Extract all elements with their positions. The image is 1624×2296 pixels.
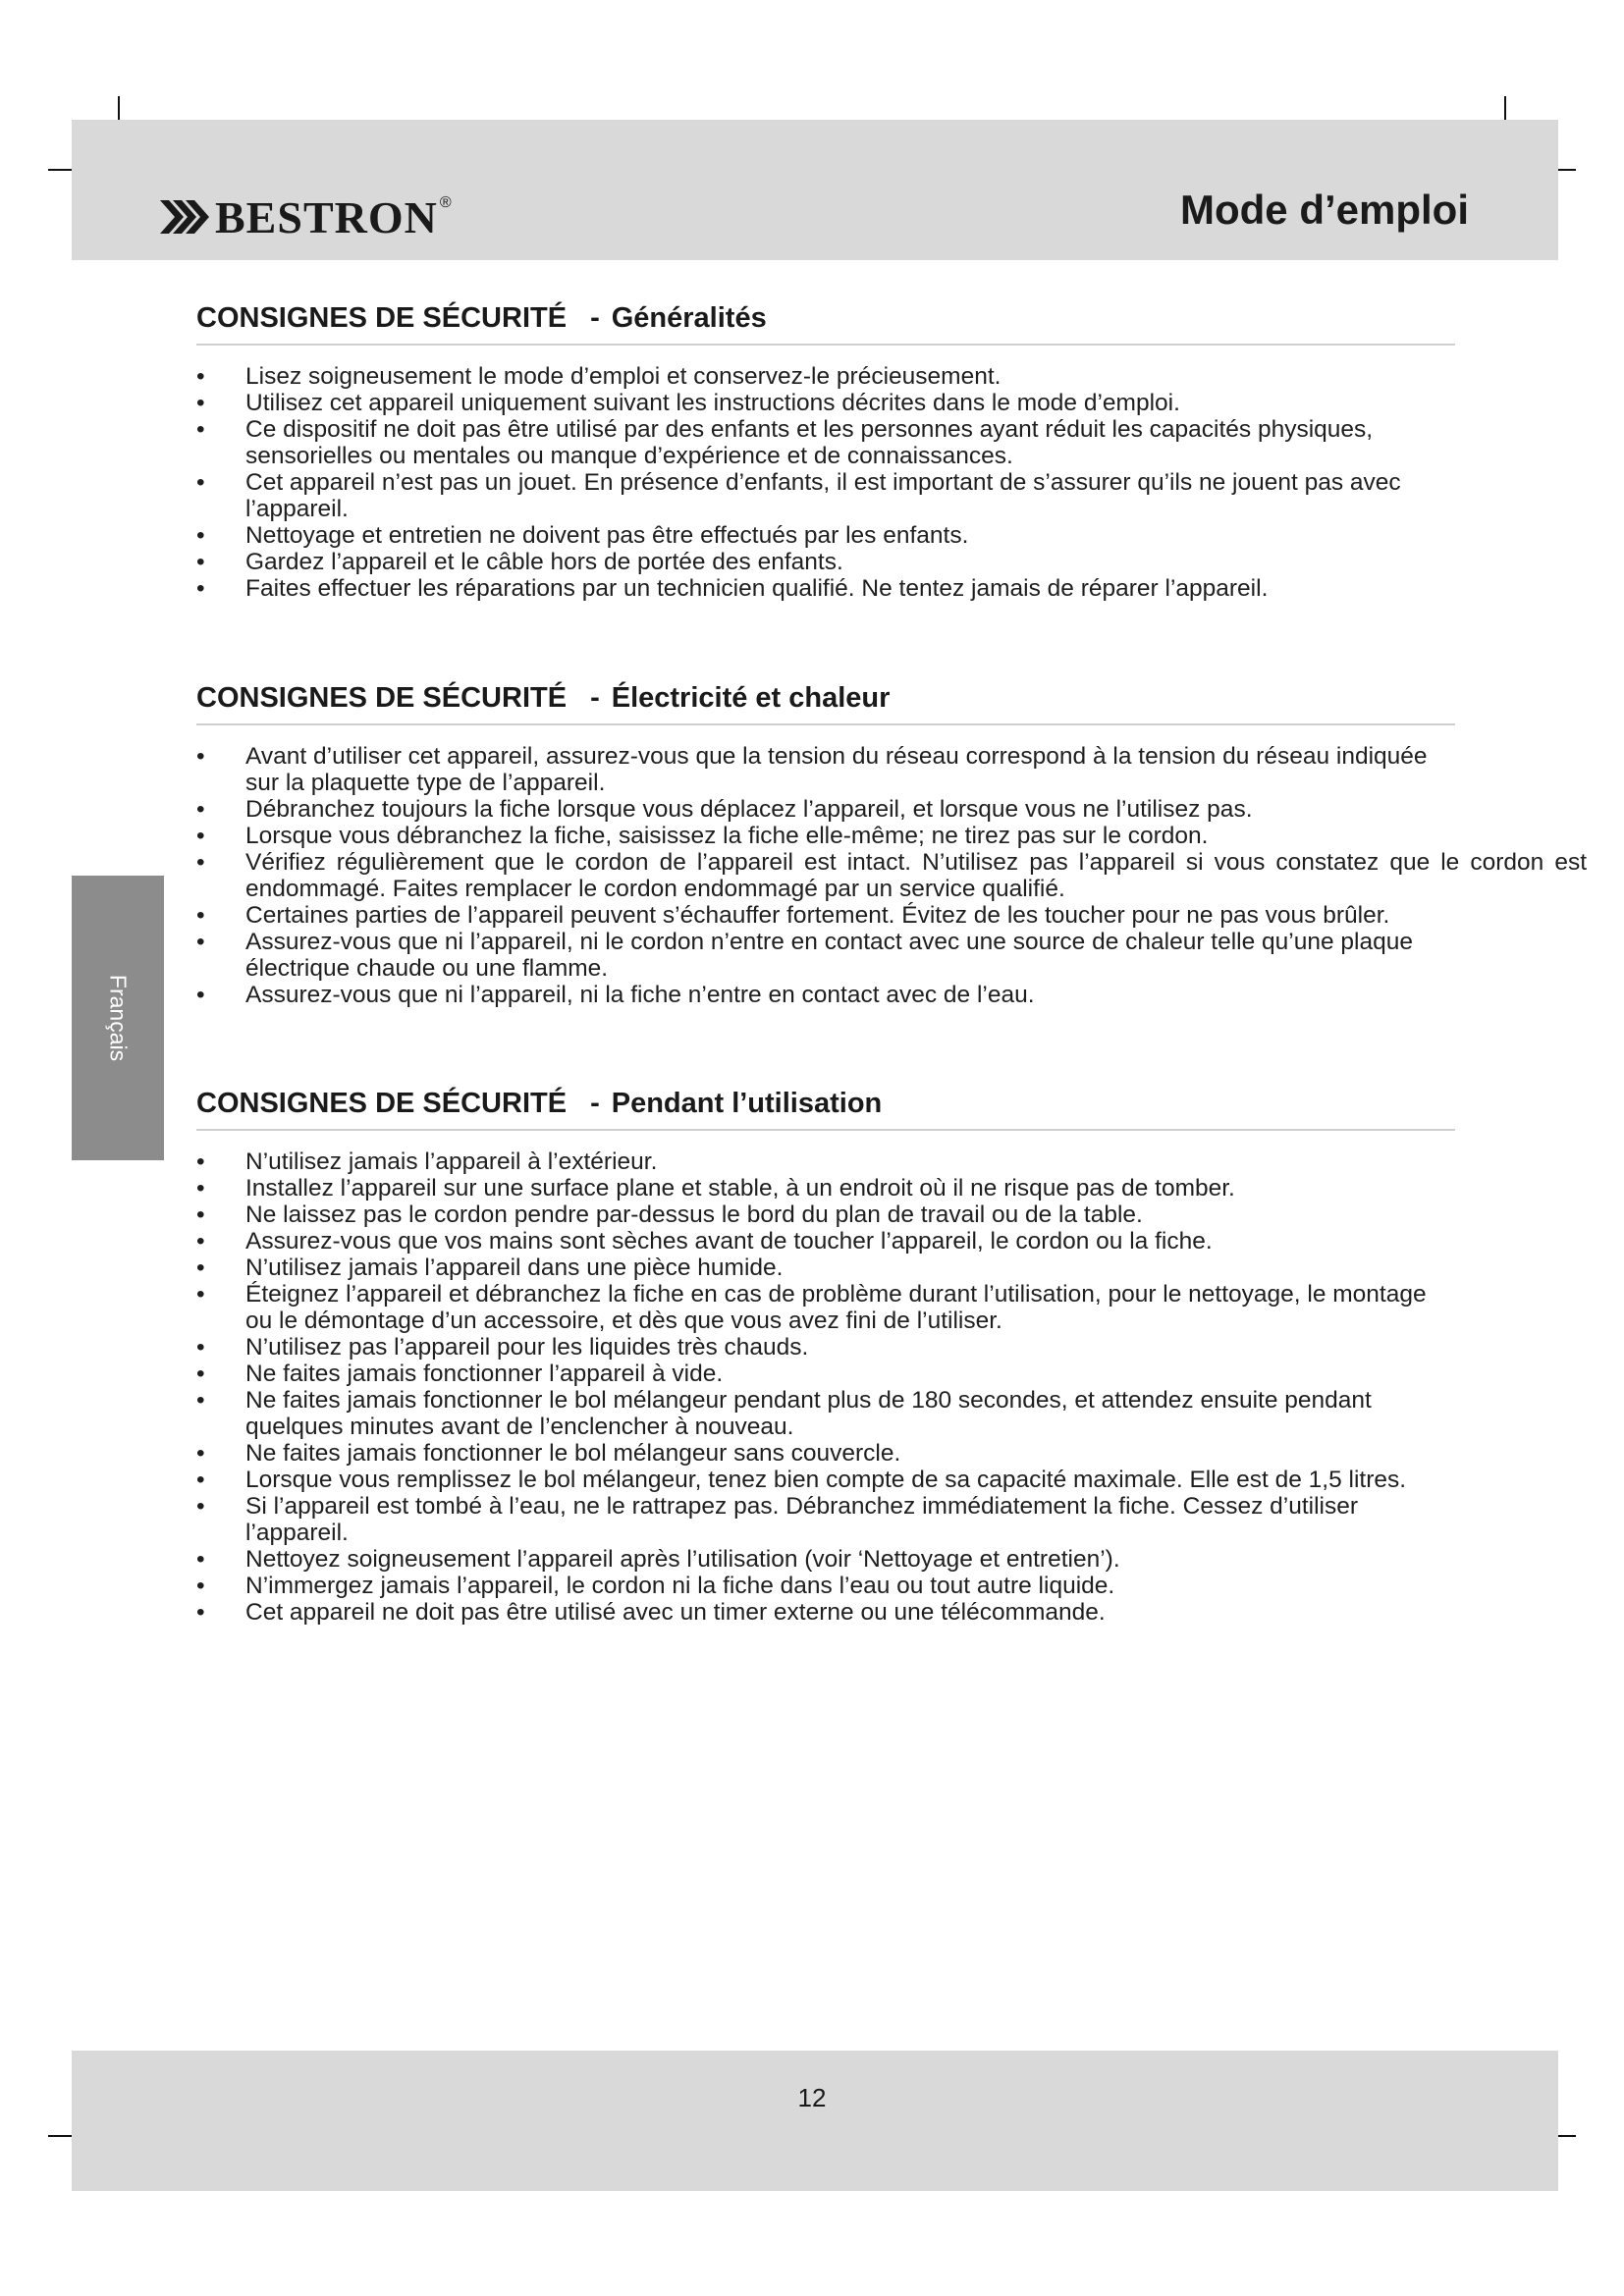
list-item: • N’utilisez jamais l’appareil à l’extérieur. [196,1148,1453,1175]
registered-mark: ® [439,194,452,211]
list-item: • Nettoyez soigneusement l’appareil après l’utilisation (voir ‘Nettoyage et entretien’). [196,1546,1453,1573]
list-item: • Ne faites jamais fonctionner le bol mélangeur pendant plus de 180 secondes, et attendez ensuite pendant quelques minutes avant de l’enclencher à nouveau. [196,1387,1453,1440]
list-item: • Utilisez cet appareil uniquement suivant les instructions décrites dans le mode d’emploi. [196,390,1453,416]
footer-band [72,2051,1558,2191]
section-pendant-utilisation [196,1086,1453,1626]
section-divider [196,344,1455,346]
list-item: • N’utilisez jamais l’appareil dans une pièce humide. [196,1255,1453,1281]
section-title: CONSIGNES DE SÉCURITÉ [196,682,568,714]
list-item: • Ce dispositif ne doit pas être utilisé par des enfants et les personnes ayant réduit les capacités physiques, sensorielles ou mentales ou manque d’expérience et de connaissances. [196,416,1453,469]
section-separator: - [590,302,600,334]
list-item: • Cet appareil ne doit pas être utilisé avec un timer externe ou une télécommande. [196,1599,1453,1626]
section-separator: - [590,1088,600,1119]
section-title: CONSIGNES DE SÉCURITÉ [196,1088,568,1119]
section-subtitle: Pendant l’utilisation [611,1088,883,1119]
list-item: • Gardez l’appareil et le câble hors de portée des enfants. [196,549,1453,575]
section-heading [196,300,1453,336]
section-title: CONSIGNES DE SÉCURITÉ [196,302,568,334]
list-item: • Lorsque vous remplissez le bol mélangeur, tenez bien compte de sa capacité maximale. Elle est de 1,5 litres. [196,1467,1453,1493]
section-divider [196,1129,1455,1131]
list-item: • Lisez soigneusement le mode d’emploi et conservez-le précieusement. [196,363,1453,390]
page-number: 12 [797,2083,827,2112]
list-item: • N’utilisez pas l’appareil pour les liquides très chauds. [196,1334,1453,1361]
list-item: • Assurez-vous que vos mains sont sèches avant de toucher l’appareil, le cordon ou la fiche. [196,1228,1453,1255]
section-heading [196,1086,1453,1121]
section-separator: - [590,682,600,714]
list-item: • N’immergez jamais l’appareil, le cordon ni la fiche dans l’eau ou tout autre liquide. [196,1573,1453,1599]
safety-list [196,1148,1453,1626]
list-item: • Installez l’appareil sur une surface plane et stable, à un endroit où il ne risque pas de tomber. [196,1175,1453,1201]
section-subtitle: Électricité et chaleur [611,682,891,714]
list-item: • Ne laissez pas le cordon pendre par-dessus le bord du plan de travail ou de la table. [196,1201,1453,1228]
brand-logo [160,183,452,251]
list-item: • Certaines parties de l’appareil peuvent s’échauffer fortement. Évitez de les toucher pour ne pas vous brûler. [196,902,1453,929]
chevron-logo-icon [160,200,209,234]
brand-name: BESTRON [215,191,438,242]
list-item: • Assurez-vous que ni l’appareil, ni la fiche n’entre en contact avec de l’eau. [196,982,1453,1008]
list-item: • Ne faites jamais fonctionner le bol mélangeur sans couvercle. [196,1440,1453,1467]
list-item: • Ne faites jamais fonctionner l’appareil à vide. [196,1361,1453,1387]
list-item: • Nettoyage et entretien ne doivent pas être effectués par les enfants. [196,522,1453,549]
safety-list [196,743,1587,1008]
list-item: • Débranchez toujours la fiche lorsque vous déplacez l’appareil, et lorsque vous ne l’utilisez pas. [196,796,1453,823]
section-heading [196,680,1453,716]
list-item: • Faites effectuer les réparations par un technicien qualifié. Ne tentez jamais de réparer l’appareil. [196,575,1622,602]
page-title: Mode d’emploi [1180,187,1469,233]
list-item: • Si l’appareil est tombé à l’eau, ne le rattrapez pas. Débranchez immédiatement la fiche. Cessez d’utiliser l’appareil. [196,1493,1453,1546]
list-item: • Éteignez l’appareil et débranchez la fiche en cas de problème durant l’utilisation, pour le nettoyage, le montage ou le démontage d’un accessoire, et dès que vous avez fini de l’utiliser. [196,1281,1453,1334]
language-tab-label: Français [105,974,132,1062]
list-item: • Cet appareil n’est pas un jouet. En présence d’enfants, il est important de s’assurer qu’ils ne jouent pas avec l’appareil. [196,469,1453,522]
section-electricite-chaleur [196,680,1587,1008]
list-item: • Assurez-vous que ni l’appareil, ni le cordon n’entre en contact avec une source de chaleur telle qu’une plaque électrique chaude ou une flamme. [196,929,1453,982]
section-generalites [196,300,1453,602]
safety-list [196,363,1453,602]
list-item: • Lorsque vous débranchez la fiche, saisissez la fiche elle-même; ne tirez pas sur le cordon. [196,823,1453,849]
section-divider [196,723,1455,725]
section-subtitle: Généralités [611,302,767,334]
list-item: • Avant d’utiliser cet appareil, assurez-vous que la tension du réseau correspond à la tension du réseau indiquée sur la plaquette type de l’appareil. [196,743,1453,796]
list-item: • Vérifiez régulièrement que le cordon de l’appareil est intact. N’utilisez pas l’appareil si vous constatez que le cordon est endommagé. Faites remplacer le cordon endommagé par un service qualifié. [196,849,1587,902]
